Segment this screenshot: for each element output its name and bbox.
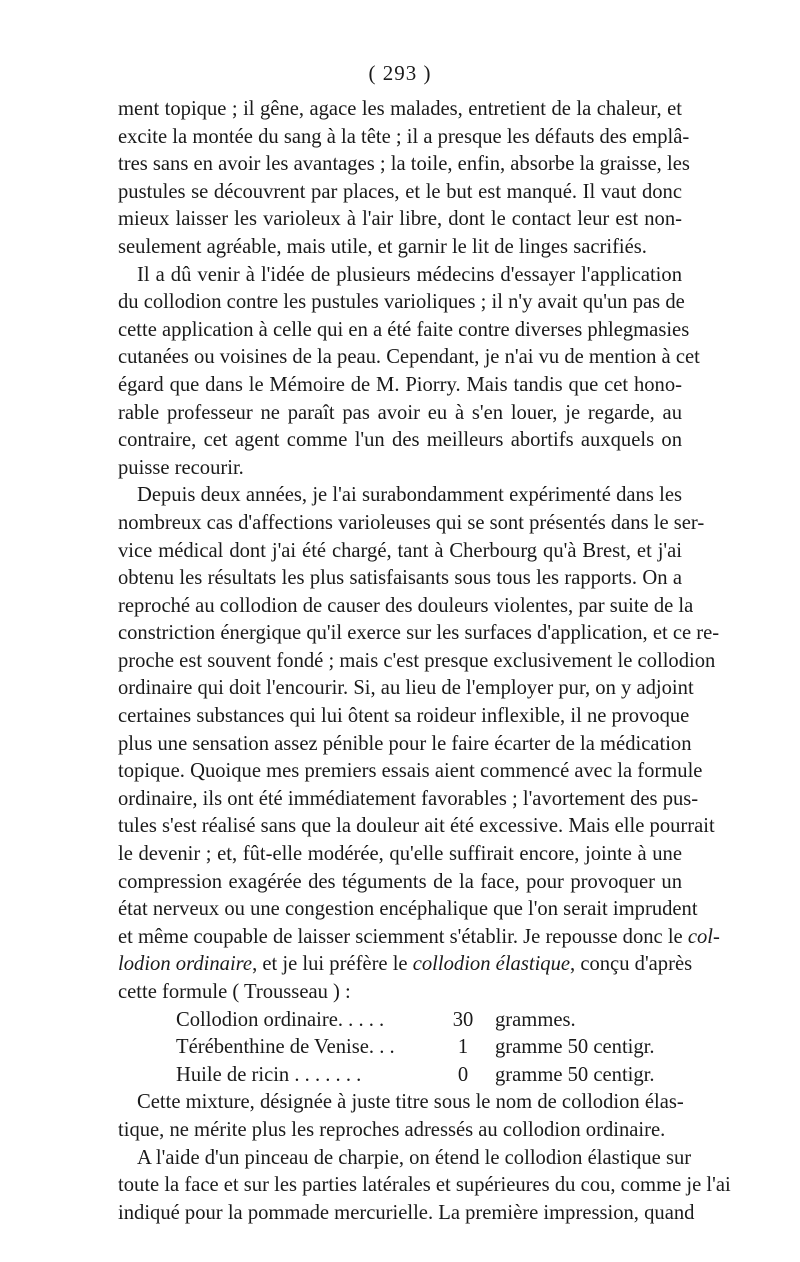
text-line: indiqué pour la pommade mercurielle. La première impression, quand: [118, 1201, 695, 1224]
text-line: ordinaire qui doit l'encourir. Si, au lieu de l'employer pur, on y adjoint: [118, 677, 694, 700]
text-run: , et je lui préfère le: [252, 953, 413, 976]
text-line: topique. Quoique mes premiers essais aient commencé avec la formule: [118, 760, 703, 783]
italic-text: col-: [687, 925, 720, 948]
text-line: nombreux cas d'affections varioleuses qui se sont présentés dans le ser-: [118, 511, 705, 534]
text-line: seulement agréable, mais utile, et garnir le lit de linges sacrifiés.: [118, 235, 647, 258]
formula-ingredient: Huile de ricin . . . . . . .: [176, 1063, 362, 1086]
text-line: pustules se découvrent par places, et le but est manqué. Il vaut donc: [118, 180, 682, 203]
formula-row: [118, 1062, 682, 1090]
text-line: tique, ne mérite plus les reproches adressés au collodion ordinaire.: [118, 1118, 666, 1141]
text-line-mixed: [118, 951, 693, 979]
text-line: certaines substances qui lui ôtent sa roideur inflexible, il ne provoque: [118, 705, 690, 728]
text-run: , conçu d'après: [570, 953, 693, 976]
formula-unit: gramme 50 centigr.: [495, 1063, 655, 1086]
text-line: cette application à celle qui en a été faite contre diverses phlegmasies: [118, 318, 690, 341]
italic-text: collodion élastique: [412, 953, 571, 976]
text-line: reproché au collodion de causer des douleurs violentes, par suite de la: [118, 594, 694, 617]
book-page: [118, 60, 731, 1227]
text-line: compression exagérée des téguments de la face, pour provoquer un: [118, 870, 682, 893]
text-line-mixed: [118, 924, 720, 952]
formula-quantity: 1: [457, 1036, 469, 1059]
text-line: ment topique ; il gêne, agace les malades, entretient de la chaleur, et: [118, 98, 682, 120]
text-line: cutanées ou voisines de la peau. Cependant, je n'ai vu de mention à cet: [118, 346, 700, 369]
formula-quantity: 30: [452, 1008, 474, 1031]
paragraph-4: [118, 1089, 682, 1144]
text-line: vice médical dont j'ai été chargé, tant à Cherbourg qu'à Brest, et j'ai: [118, 539, 682, 562]
paragraph-3: [118, 482, 720, 1006]
formula-ingredient: Térébenthine de Venise. . .: [176, 1036, 395, 1059]
formula-ingredient: Collodion ordinaire. . . . .: [176, 1008, 385, 1031]
text-line: tres sans en avoir les avantages ; la toile, enfin, absorbe la graisse, les: [118, 153, 690, 176]
text-line: tules s'est réalisé sans que la douleur ait été excessive. Mais elle pourrait: [118, 815, 715, 838]
text-line: cette formule ( Trousseau ) :: [118, 981, 351, 1003]
formula-unit: gramme 50 centigr.: [495, 1036, 655, 1059]
text-line: obtenu les résultats les plus satisfaisants sous tous les rapports. On a: [118, 567, 682, 590]
text-line: mieux laisser les varioleux à l'air libre, dont le contact leur est non-: [118, 208, 682, 231]
text-line: constriction énergique qu'il exerce sur les surfaces d'application, et ce re-: [118, 622, 720, 645]
text-line: puisse recourir.: [118, 456, 244, 479]
paragraph-5: [118, 1145, 731, 1228]
text-line: contraire, cet agent comme l'un des meilleurs abortifs auxquels on: [118, 429, 682, 452]
text-line: Depuis deux années, je l'ai surabondamment expérimenté dans les: [137, 484, 682, 507]
text-line: ordinaire, ils ont été immédiatement favorables ; l'avortement des pus-: [118, 787, 699, 810]
text-line: Cette mixture, désignée à juste titre sous le nom de collodion élas-: [137, 1091, 684, 1114]
text-line: état nerveux ou une congestion encéphalique que l'on serait imprudent: [118, 898, 698, 921]
page-number: ( 293 ): [368, 61, 432, 85]
italic-text: lodion ordinaire: [118, 953, 253, 976]
text-line: du collodion contre les pustules varioliques ; il n'y avait qu'un pas de: [118, 291, 685, 314]
text-line: toute la face et sur les parties latérales et supérieures du cou, comme je l'ai: [118, 1174, 731, 1197]
formula-unit: grammes.: [495, 1008, 576, 1031]
formula-row: [118, 1007, 682, 1035]
text-line: le devenir ; et, fût-elle modérée, qu'elle suffirait encore, jointe à une: [118, 843, 682, 866]
paragraph-1: [118, 96, 690, 262]
text-run: et même coupable de laisser sciemment s'établir. Je repousse donc le: [118, 925, 683, 948]
formula-table: [118, 1007, 682, 1090]
formula-quantity: 0: [457, 1063, 469, 1086]
text-line: rable professeur ne paraît pas avoir eu à s'en louer, je regarde, au: [118, 401, 682, 424]
text-line: Il a dû venir à l'idée de plusieurs médecins d'essayer l'application: [137, 263, 682, 286]
formula-row: [118, 1034, 682, 1062]
text-line: proche est souvent fondé ; mais c'est presque exclusivement le collodion: [118, 649, 716, 672]
paragraph-2: [118, 262, 700, 483]
text-line: A l'aide d'un pinceau de charpie, on étend le collodion élastique sur: [137, 1146, 692, 1169]
text-line: égard que dans le Mémoire de M. Piorry. Mais tandis que cet hono-: [118, 373, 682, 396]
text-line: plus une sensation assez pénible pour le faire écarter de la médication: [118, 732, 692, 755]
text-line: excite la montée du sang à la tête ; il a presque les défauts des emplâ-: [118, 125, 690, 148]
